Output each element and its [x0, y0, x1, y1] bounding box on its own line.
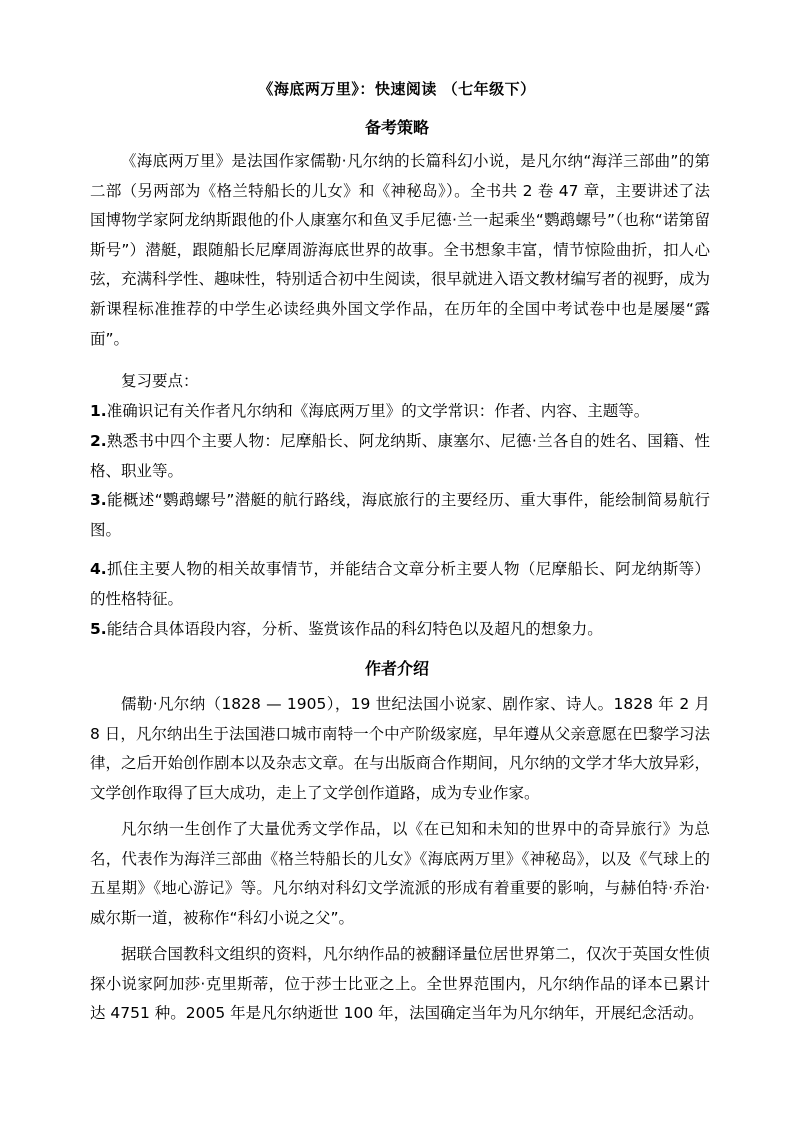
review-point-2 [90, 427, 710, 486]
author-paragraph-1: 儒勒·凡尔纳（1828 — 1905），19 世纪法国小说家、剧作家、诗人。1828 年 2 月 8 日，凡尔纳出生于法国港口城市南特一个中产阶级家庭，早年遵从父亲意愿在巴黎学习法律，之后开始创作剧本以及杂志文章。在与出版商合作期间，凡尔纳的文学才华大放异彩，文学创作取得了巨大成功，走上了文学创作道路，成为专业作家。 [90, 695, 711, 802]
review-point-text: 抓住主要人物的相关故事情节，并能结合文章分析主要人物（尼摩船长、阿龙纳斯等）的性格特征。 [90, 560, 710, 608]
author-paragraph-2: 凡尔纳一生创作了大量优秀文学作品，以《在已知和未知的世界中的奇异旅行》为总名，代表作为海洋三部曲《格兰特船长的儿女》《海底两万里》《神秘岛》，以及《气球上的五星期》《地心游记》等。凡尔纳对科幻文学流派的形成有着重要的影响，与赫伯特·乔治·威尔斯一道，被称作“科幻小说之父”。 [90, 820, 710, 927]
review-point-text: 熟悉书中四个主要人物：尼摩船长、阿龙纳斯、康塞尔、尼德·兰各自的姓名、国籍、性格、职业等。 [90, 432, 710, 480]
review-point-number: 5. [90, 620, 107, 638]
review-point-text: 能概述“鹦鹉螺号”潜艇的航行路线，海底旅行的主要经历、重大事件，能绘制简易航行图。 [90, 491, 710, 539]
review-point-text: 准确识记有关作者凡尔纳和《海底两万里》的文学常识：作者、内容、主题等。 [106, 402, 650, 420]
review-point-3 [90, 486, 710, 545]
review-point-4 [90, 555, 710, 614]
review-point-1 [90, 397, 710, 427]
document-title: 《海底两万里》：快速阅读 （七年级下） [258, 80, 536, 98]
review-point-number: 1. [90, 402, 107, 420]
strategy-intro-paragraph: 《海底两万里》是法国作家儒勒·凡尔纳的长篇科幻小说，是凡尔纳“海洋三部曲”的第二部（另两部为《格兰特船长的儿女》和《神秘岛》）。全书共 2 卷 47 章，主要讲述了法国博物学家阿龙纳斯跟他的仆人康塞尔和鱼叉手尼德·兰一起乘坐“鹦鹉螺号”（也称“诺第留斯号”）潜艇，跟随船长尼摩周游海底世界的故事。全书想象丰富，情节惊险曲折，扣人心弦，充满科学性、趣味性，特别适合初中生阅读，很早就进入语文教材编写者的视野，成为新课程标准推荐的中学生必读经典外国文学作品，在历年的全国中考试卷中也是屡屡“露面”。 [90, 152, 711, 348]
strategy-heading: 备考策略 [364, 118, 429, 137]
review-point-text: 能结合具体语段内容，分析、鉴赏该作品的科幻特色以及超凡的想象力。 [106, 620, 603, 638]
review-point-number: 4. [90, 560, 107, 578]
review-points-label: 复习要点： [121, 372, 199, 390]
review-point-5 [90, 615, 710, 645]
author-paragraph-3: 据联合国教科文组织的资料，凡尔纳作品的被翻译量位居世界第二，仅次于英国女性侦探小说家阿加莎·克里斯蒂，位于莎士比亚之上。全世界范围内，凡尔纳作品的译本已累计达 4751 种。2005 年是凡尔纳逝世 100 年，法国确定当年为凡尔纳年，开展纪念活动。 [90, 945, 711, 1023]
review-point-number: 3. [90, 491, 107, 509]
review-point-number: 2. [90, 432, 107, 450]
author-heading: 作者介绍 [364, 659, 429, 678]
